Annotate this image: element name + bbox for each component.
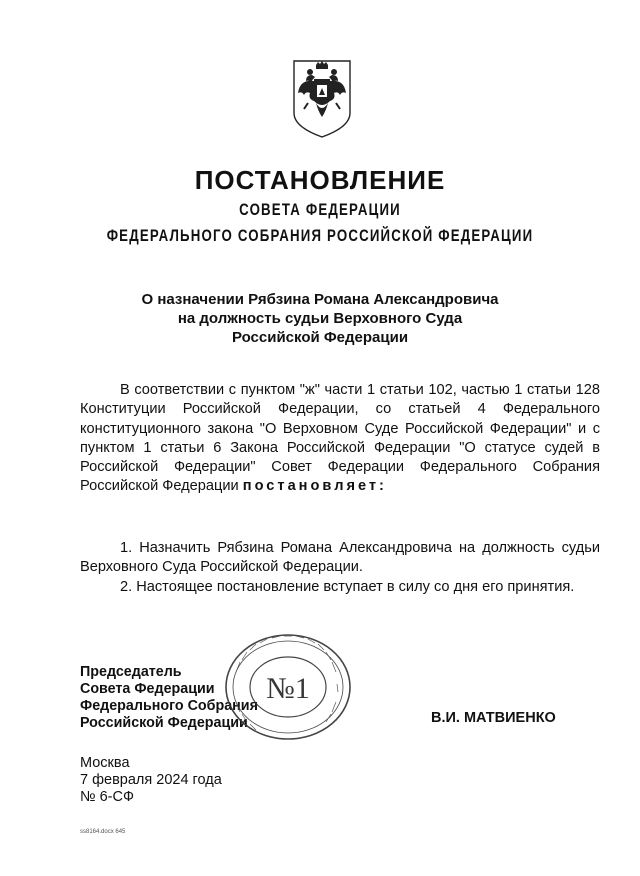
document-subject <box>80 290 560 347</box>
svg-text:№1: №1 <box>266 672 310 705</box>
file-reference: ss8164.docx 645 <box>80 829 126 835</box>
decree-word: постановляет: <box>242 478 387 495</box>
role-line4: Российской Федерации <box>80 715 248 731</box>
role-line1: Председатель <box>80 664 182 680</box>
document-number: № 6-СФ <box>80 789 134 805</box>
role-line2: Совета Федерации <box>80 681 215 697</box>
russian-coat-of-arms-icon <box>290 57 354 139</box>
date: 7 февраля 2024 года <box>80 772 222 788</box>
document-issuer-line1: СОВЕТА ФЕДЕРАЦИИ <box>239 200 401 219</box>
decree-item-1: 1. Назначить Рябзина Романа Александровича на должность судьи Верховного Суда Российской Федерации. <box>80 540 600 576</box>
subject-line3: Российской Федерации <box>231 329 409 346</box>
document-title: ПОСТАНОВЛЕНИЕ <box>194 165 446 195</box>
preamble-paragraph <box>80 381 600 497</box>
document-issuer-line2: ФЕДЕРАЛЬНОГО СОБРАНИЯ РОССИЙСКОЙ ФЕДЕРАЦИИ <box>106 226 534 245</box>
place-date-number <box>80 755 222 806</box>
official-seal-stamp <box>222 632 354 742</box>
signatory-name: В.И. МАТВИЕНКО <box>431 710 556 726</box>
role-line3: Федерального Собрания <box>80 698 258 714</box>
city: Москва <box>80 755 130 771</box>
preamble-text: В соответствии с пунктом "ж" части 1 статьи 102, частью 1 статьи 128 Конституции Российской Федерации, со статьей 4 Федерального конституционного закона "О Верховном Суде Российской Федерации" и с пунктом 1 статьи 6 Закона Российской Федерации "О статусе судей в Российской Федерации" Совет Федерации Федерального Собрания Российской Федерации <box>80 382 600 495</box>
subject-line1: О назначении Рябзина Романа Александровича <box>141 291 499 308</box>
decree-item-2: 2. Настоящее постановление вступает в силу со дня его принятия. <box>120 579 575 595</box>
subject-line2: на должность судьи Верховного Суда <box>177 310 463 327</box>
